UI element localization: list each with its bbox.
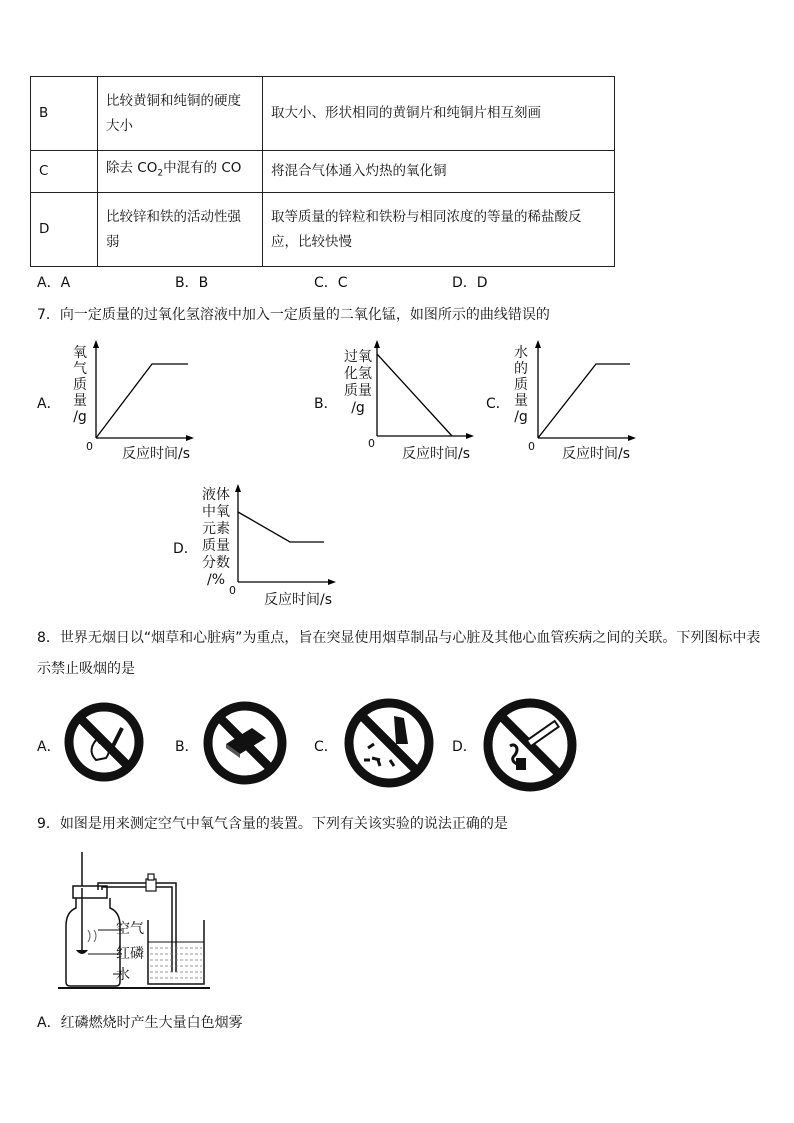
ylabel-char: 量 bbox=[514, 393, 528, 409]
graph-b-xlabel: 反应时间/s bbox=[402, 446, 471, 462]
ylabel-line: 质量 bbox=[344, 383, 372, 399]
row-purpose: 比较锌和铁的活动性强弱 bbox=[98, 193, 263, 267]
row-method: 取等质量的锌粒和铁粉与相同浓度的等量的稀盐酸反应，比较快慢 bbox=[263, 193, 615, 267]
graph-c-xlabel: 反应时间/s bbox=[562, 446, 631, 462]
row-key: D bbox=[31, 193, 98, 267]
graph-b-origin: 0 bbox=[368, 437, 375, 450]
ylabel-line: 分数 bbox=[202, 555, 230, 571]
curve bbox=[96, 364, 188, 438]
option-c: C．C bbox=[314, 275, 348, 291]
row-purpose: 比较黄铜和纯铜的硬度大小 bbox=[98, 77, 263, 151]
no-fire-sign-icon bbox=[62, 700, 146, 784]
ylabel-line: 质量 bbox=[202, 538, 230, 554]
q9-option-a: A．红磷燃烧时产生大量白色烟雾 bbox=[37, 1015, 243, 1031]
y-arrow bbox=[93, 340, 99, 348]
ylabel-char: /g bbox=[73, 409, 87, 425]
table-row bbox=[31, 151, 615, 193]
q8-option-c: C． bbox=[314, 739, 338, 755]
curve bbox=[377, 354, 452, 436]
label-air: 空气 bbox=[116, 921, 144, 937]
ylabel-char: 质 bbox=[514, 377, 528, 393]
ylabel-char: /g bbox=[514, 409, 528, 425]
graph-c bbox=[526, 338, 646, 448]
row-key: C bbox=[31, 151, 98, 193]
label-water: 水 bbox=[116, 967, 130, 983]
ylabel-line: 液体 bbox=[202, 487, 230, 503]
ylabel-char: 量 bbox=[73, 393, 87, 409]
q8-stem-line2: 示禁止吸烟的是 bbox=[37, 661, 135, 677]
ylabel-char: 质 bbox=[73, 377, 87, 393]
graph-d-xlabel: 反应时间/s bbox=[264, 592, 333, 608]
curve bbox=[238, 512, 324, 542]
graph-a-xlabel: 反应时间/s bbox=[122, 446, 191, 462]
ylabel-line: 元素 bbox=[202, 521, 230, 537]
q8-option-b: B． bbox=[175, 739, 199, 755]
ylabel-char: 气 bbox=[73, 361, 87, 377]
ylabel-line: 化氢 bbox=[344, 366, 372, 382]
q9-stem: 9．如图是用来测定空气中氧气含量的装置。下列有关该实验的说法正确的是 bbox=[37, 816, 508, 832]
y-arrow bbox=[374, 340, 380, 348]
graph-a bbox=[84, 338, 204, 448]
q8-option-a: A． bbox=[37, 739, 61, 755]
graph-a-option: A． bbox=[37, 396, 61, 412]
x-arrow bbox=[628, 435, 636, 441]
curve bbox=[538, 364, 630, 438]
ylabel-char: 水 bbox=[514, 345, 528, 361]
purpose-post: 中混有的 CO bbox=[163, 160, 242, 177]
x-arrow bbox=[466, 433, 474, 439]
row-purpose bbox=[98, 151, 263, 193]
options-table bbox=[30, 76, 615, 267]
y-arrow bbox=[535, 340, 541, 348]
graph-d bbox=[226, 482, 346, 590]
option-b: B．B bbox=[175, 275, 209, 291]
y-arrow bbox=[235, 484, 241, 492]
graph-a-origin: 0 bbox=[86, 440, 93, 453]
purpose-pre: 除去 CO bbox=[106, 160, 158, 177]
label-phosphorus: 红磷 bbox=[116, 946, 144, 962]
no-fireworks-sign-icon bbox=[342, 696, 436, 790]
row-method: 将混合气体通入灼热的氧化铜 bbox=[263, 151, 615, 193]
table-row bbox=[31, 77, 615, 151]
ylabel-line: 中氧 bbox=[202, 504, 230, 520]
ylabel-line: /g bbox=[351, 400, 365, 416]
graph-d-option: D． bbox=[173, 541, 198, 557]
row-method: 取大小、形状相同的黄铜片和纯铜片相互刻画 bbox=[263, 77, 615, 151]
no-matches-sign-icon bbox=[200, 700, 290, 786]
option-a: A．A bbox=[37, 275, 71, 291]
graph-b bbox=[366, 338, 484, 443]
ylabel-line: 过氧 bbox=[344, 349, 372, 365]
ylabel-char: 的 bbox=[514, 361, 528, 377]
graph-c-origin: 0 bbox=[528, 440, 535, 453]
q8-option-d: D． bbox=[452, 739, 477, 755]
q7-stem: 7．向一定质量的过氧化氢溶液中加入一定质量的二氧化锰，如图所示的曲线错误的 bbox=[37, 307, 550, 323]
graph-c-option: C． bbox=[486, 396, 510, 412]
graph-d-origin: 0 bbox=[229, 584, 236, 597]
ylabel-line: /% bbox=[206, 572, 226, 588]
graph-b-option: B． bbox=[314, 396, 338, 412]
option-d: D．D bbox=[452, 275, 488, 291]
table-row bbox=[31, 193, 615, 267]
ylabel-char: 氧 bbox=[73, 345, 87, 361]
x-arrow bbox=[328, 579, 336, 585]
no-smoking-sign-icon bbox=[480, 696, 580, 794]
q8-stem-line1: 8．世界无烟日以“烟草和心脏病”为重点，旨在突显使用烟草制品与心脏及其他心血管疾病之间的关联。下列图标中表 bbox=[37, 630, 761, 646]
purpose-sub: 2 bbox=[157, 168, 164, 179]
row-key: B bbox=[31, 77, 98, 151]
x-arrow bbox=[186, 435, 194, 441]
